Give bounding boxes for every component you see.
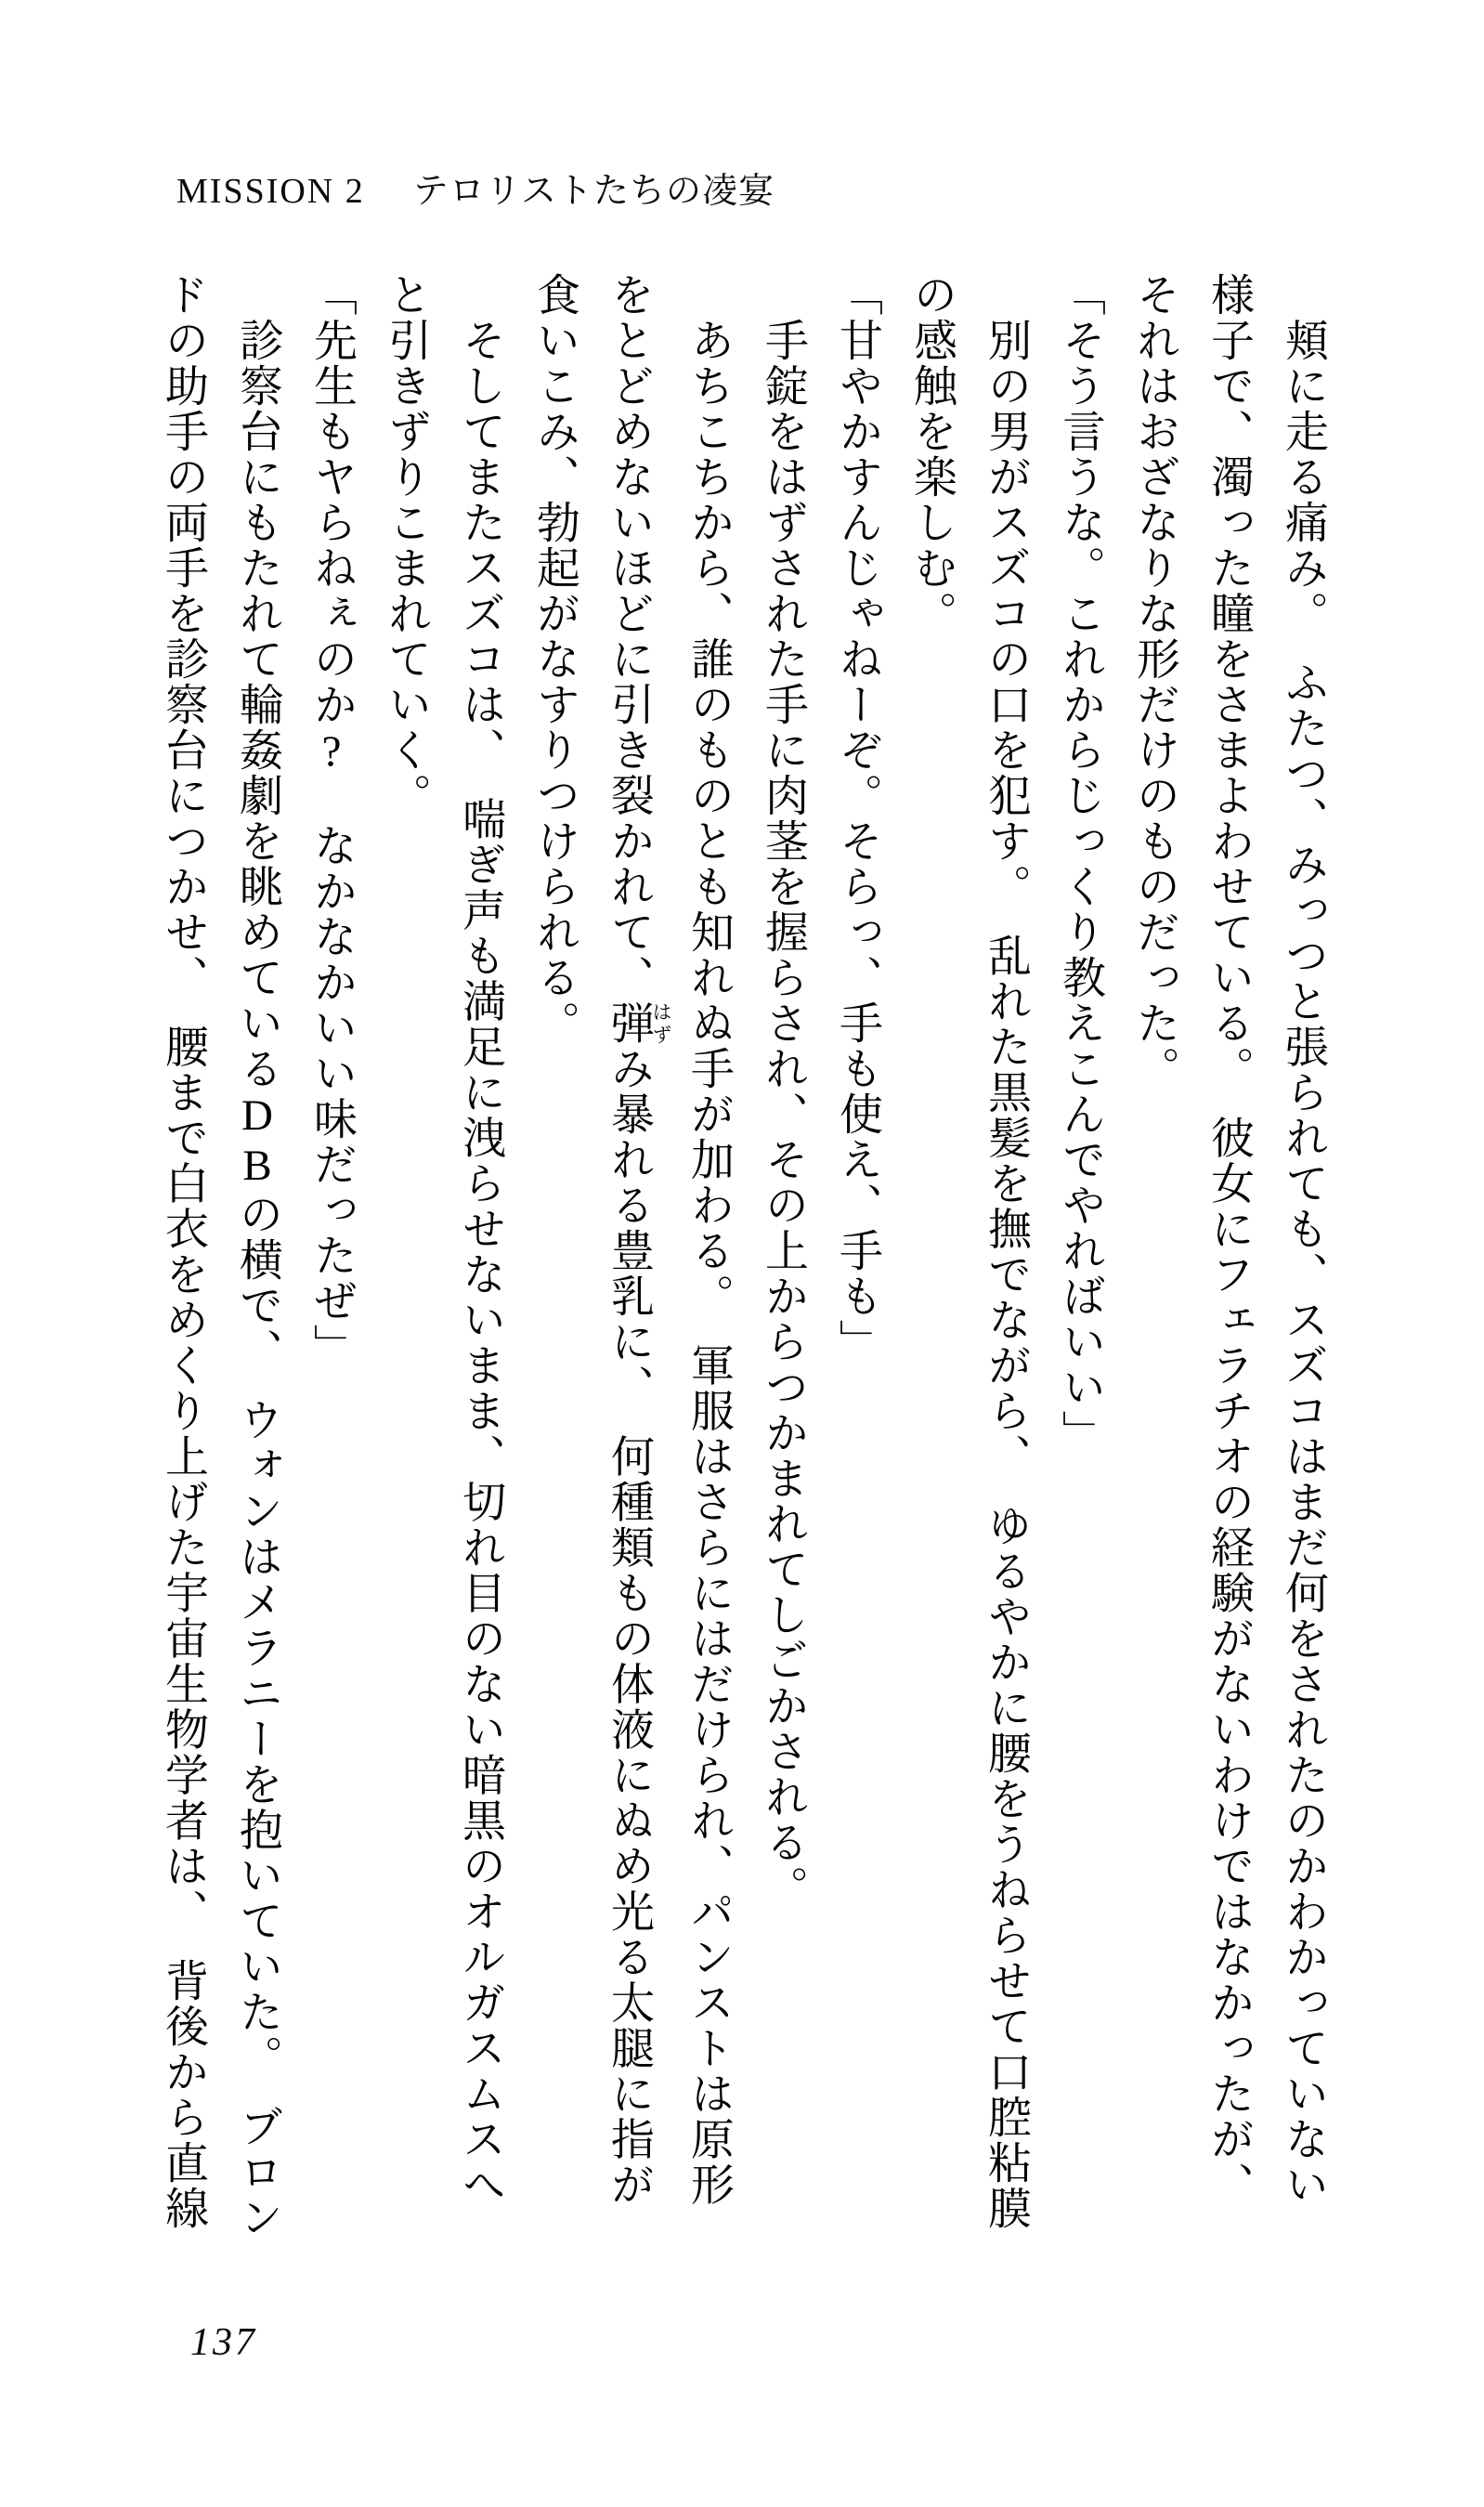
upright-glyphs: ? bbox=[307, 727, 356, 777]
text-line: それはおざなりな形だけのものだった。 bbox=[1130, 272, 1178, 1091]
text-line: ドの助手の両手を診察台につかせ、 腰まで白衣をめくり上げた宇宙生物学者は、 背後から直線 bbox=[159, 272, 207, 2231]
text-line: 様子で、濁った瞳をさまよわせている。 彼女にフェラチオの経験がないわけではなかったが、 bbox=[1204, 272, 1253, 2208]
text-line: 手錠をはずされた手に肉茎を握らされ、その上からつかまれてしごかされる。 bbox=[759, 318, 807, 1911]
text-line: 「甘やかすんじゃねーぞ。そらっ、手も使え、手も」 bbox=[833, 272, 881, 1364]
text-line: 食いこみ、勃起がなすりつけられる。 bbox=[530, 272, 579, 1046]
running-header bbox=[176, 162, 775, 213]
text-line: そしてまたスズコは、 喘ぎ声も満足に洩らせないまま、切れ目のない暗黒のオルガスムスへ bbox=[456, 318, 504, 2208]
text-line: 「先生もヤらねぇのか? なかなかいい味だったぜ」 bbox=[307, 272, 356, 1369]
text-line: をとどめないほどに引き裂かれて、弾はずみ暴れる豊乳に、 何種類もの体液にぬめ光る太腿に指が bbox=[605, 272, 672, 2208]
text-line: 別の男がスズコの口を犯す。 乱れた黒髪を撫でながら、 ゆるやかに腰をうねらせて口腔粘膜 bbox=[982, 318, 1030, 2231]
page-number: 137 bbox=[190, 2321, 257, 2364]
chapter-title: テロリストたちの凌宴 bbox=[412, 172, 775, 211]
chapter-label: MISSION 2 bbox=[176, 172, 365, 211]
text-line: あちこちから、誰のものとも知れぬ手が加わる。 軍服はさらにはだけられ、パンストは原形 bbox=[684, 318, 733, 2208]
ruby-annotated-kanji: 弾はず bbox=[605, 1000, 672, 1046]
text-line: の感触を楽しむ。 bbox=[907, 272, 956, 636]
text-line: 診察台にもたれて輪姦劇を眺めているDBの横で、 ウォンはメラニーを抱いていた。 ブロン bbox=[233, 318, 281, 2240]
text-line: 「そう言うな。これからじっくり教えこんでやればいい」 bbox=[1056, 272, 1104, 1456]
body-text bbox=[151, 272, 1340, 2316]
text-line: 頬に走る痛み。 ふたつ、みっつと張られても、スズコはまだ何をされたのかわかっていない bbox=[1279, 318, 1327, 2208]
text-line: と引きずりこまれていく。 bbox=[382, 272, 430, 818]
upright-glyphs: DB bbox=[233, 1091, 281, 1192]
